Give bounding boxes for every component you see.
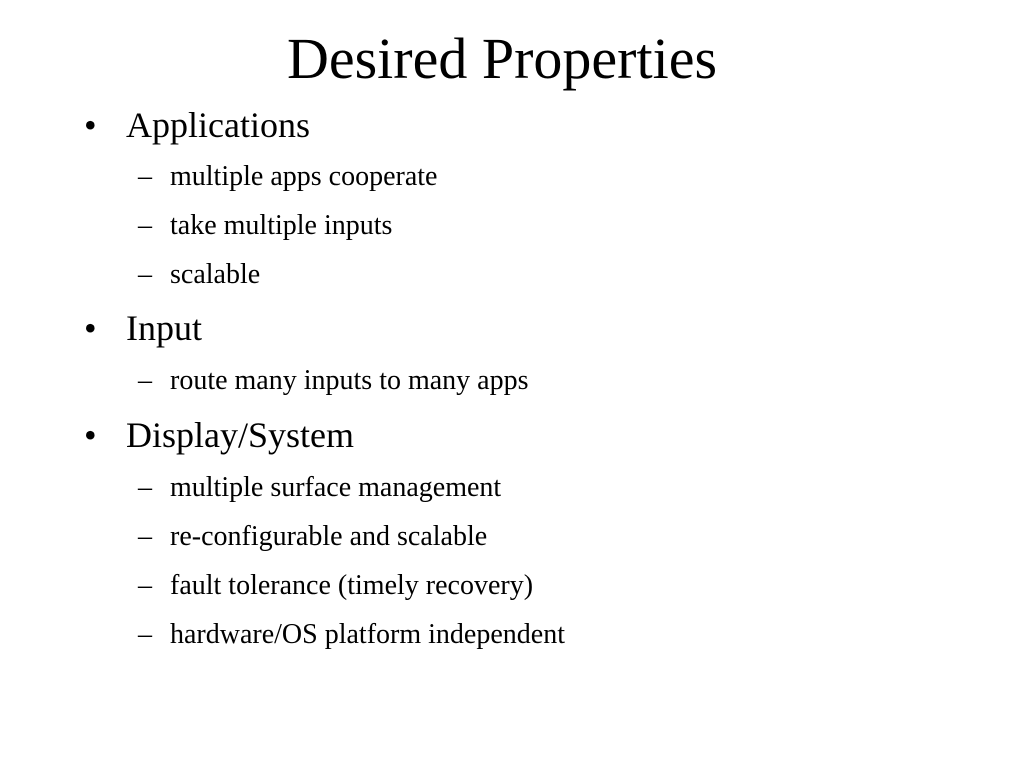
sub-item-label: take multiple inputs — [170, 210, 393, 241]
bullet-marker: • — [84, 105, 97, 145]
sub-marker: – — [138, 521, 152, 552]
sub-item-label: hardware/OS platform independent — [170, 619, 565, 650]
sub-item-label: route many inputs to many apps — [170, 365, 529, 396]
bullet-marker: • — [84, 308, 97, 348]
slide-title: Desired Properties — [286, 26, 718, 91]
sub-item-label: multiple surface management — [170, 472, 502, 503]
sub-item-label: scalable — [170, 259, 261, 290]
sub-marker: – — [138, 210, 152, 241]
sub-marker: – — [138, 619, 152, 650]
sub-marker: – — [138, 570, 152, 601]
bullet-label: Display/System — [126, 415, 355, 455]
sub-marker: – — [138, 259, 152, 290]
sub-item-label: multiple apps cooperate — [170, 161, 438, 192]
sub-marker: – — [138, 365, 152, 396]
sub-marker: – — [138, 161, 152, 192]
bullet-marker: • — [84, 415, 97, 455]
bullet-label: Applications — [126, 105, 310, 145]
sub-marker: – — [138, 472, 152, 503]
bullet-label: Input — [126, 308, 202, 348]
sub-item-label: re-configurable and scalable — [170, 521, 488, 552]
sub-item-label: fault tolerance (timely recovery) — [170, 570, 534, 601]
